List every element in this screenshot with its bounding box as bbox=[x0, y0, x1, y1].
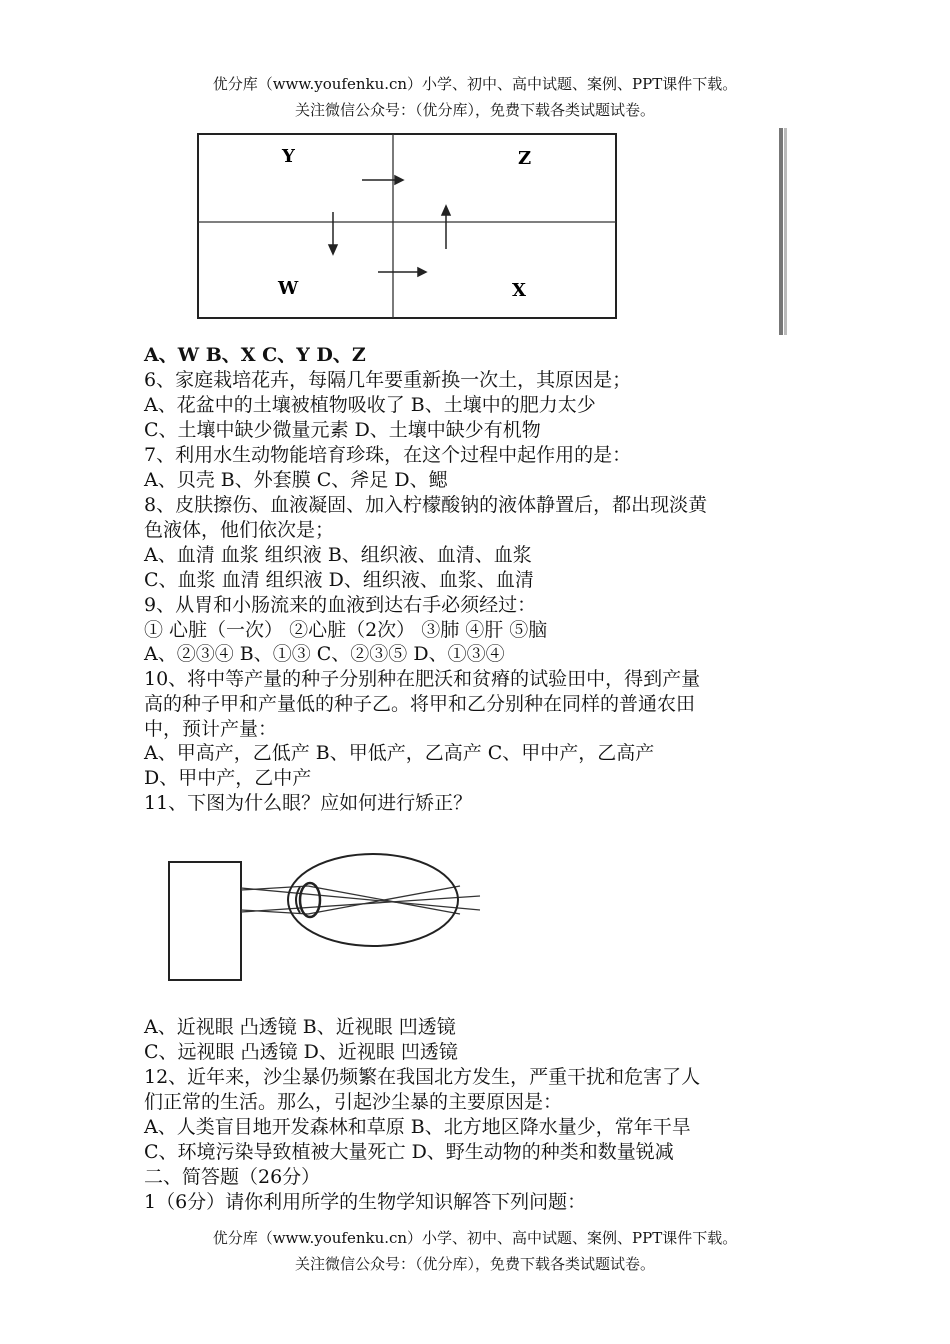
line-3: C、土壤中缺少微量元素 D、土壤中缺少有机物 bbox=[144, 419, 541, 441]
page-footer bbox=[0, 1228, 950, 1274]
line-16: A、甲高产，乙低产 B、甲低产，乙高产 C、甲中产，乙高产 bbox=[144, 742, 655, 764]
header-line-1: 优分库（www.youfenku.cn）小学、初中、高中试题、案例、PPT课件下载。 bbox=[212, 75, 738, 93]
label-z: Z bbox=[518, 148, 532, 169]
line-5: A、贝壳 B、外套膜 C、斧足 D、鳃 bbox=[144, 469, 448, 491]
line-14: 高的种子甲和产量低的种子乙。将甲和乙分别种在同样的普通农田 bbox=[144, 693, 696, 715]
line-8: A、血清 血浆 组织液 B、组织液、血清、血浆 bbox=[144, 544, 532, 566]
label-y: Y bbox=[282, 146, 295, 167]
line-15: 中，预计产量： bbox=[144, 718, 278, 740]
label-w: W bbox=[278, 278, 299, 299]
page-header bbox=[0, 74, 950, 120]
line-19: A、近视眼 凸透镜 B、近视眼 凹透镜 bbox=[144, 1016, 456, 1038]
line-18: 11、下图为什么眼？应如何进行矫正？ bbox=[144, 792, 473, 814]
line-24: C、环境污染导致植被大量死亡 D、野生动物的种类和数量锐减 bbox=[144, 1141, 674, 1163]
quadrant-diagram bbox=[190, 128, 790, 338]
line-2: A、花盆中的土壤被植物吸收了 B、土壤中的肥力太少 bbox=[144, 394, 596, 416]
line-1: 6、家庭栽培花卉，每隔几年要重新换一次土，其原因是； bbox=[144, 369, 632, 391]
line-4: 7、利用水生动物能培育珍珠，在这个过程中起作用的是： bbox=[144, 444, 632, 466]
line-0: A、W B、X C、Y D、Z bbox=[144, 344, 366, 366]
line-10: 9、从胃和小肠流来的血液到达右手必须经过： bbox=[144, 594, 537, 616]
line-11: ① 心脏（一次） ②心脏（2次） ③肺 ④肝 ⑤脑 bbox=[144, 619, 548, 641]
line-23: A、人类盲目地开发森林和草原 B、北方地区降水量少，常年干旱 bbox=[144, 1116, 691, 1138]
label-x: X bbox=[512, 280, 526, 301]
line-22: 们正常的生活。那么，引起沙尘暴的主要原因是： bbox=[144, 1091, 563, 1113]
line-13: 10、将中等产量的种子分别种在肥沃和贫瘠的试验田中，得到产量 bbox=[144, 668, 701, 690]
line-21: 12、近年来，沙尘暴仍频繁在我国北方发生，严重干扰和危害了人 bbox=[144, 1066, 701, 1088]
eye-diagram bbox=[160, 850, 500, 1010]
footer-line-2: 关注微信公众号：（优分库），免费下载各类试题试卷。 bbox=[294, 1255, 655, 1273]
line-12: A、②③④ B、①③ C、②③⑤ D、①③④ bbox=[144, 643, 505, 665]
line-7: 色液体，他们依次是； bbox=[144, 519, 335, 541]
line-25: 二、简答题（26分） bbox=[144, 1166, 321, 1188]
line-17: D、甲中产，乙中产 bbox=[144, 767, 312, 789]
footer-line-1: 优分库（www.youfenku.cn）小学、初中、高中试题、案例、PPT课件下载。 bbox=[212, 1229, 738, 1247]
header-line-2: 关注微信公众号：（优分库），免费下载各类试题试卷。 bbox=[294, 101, 655, 119]
line-6: 8、皮肤擦伤、血液凝固、加入柠檬酸钠的液体静置后，都出现淡黄 bbox=[144, 494, 708, 516]
line-26: 1（6分）请你利用所学的生物学知识解答下列问题： bbox=[144, 1191, 587, 1213]
line-9: C、血浆 血清 组织液 D、组织液、血浆、血清 bbox=[144, 569, 534, 591]
line-20: C、远视眼 凸透镜 D、近视眼 凹透镜 bbox=[144, 1041, 458, 1063]
